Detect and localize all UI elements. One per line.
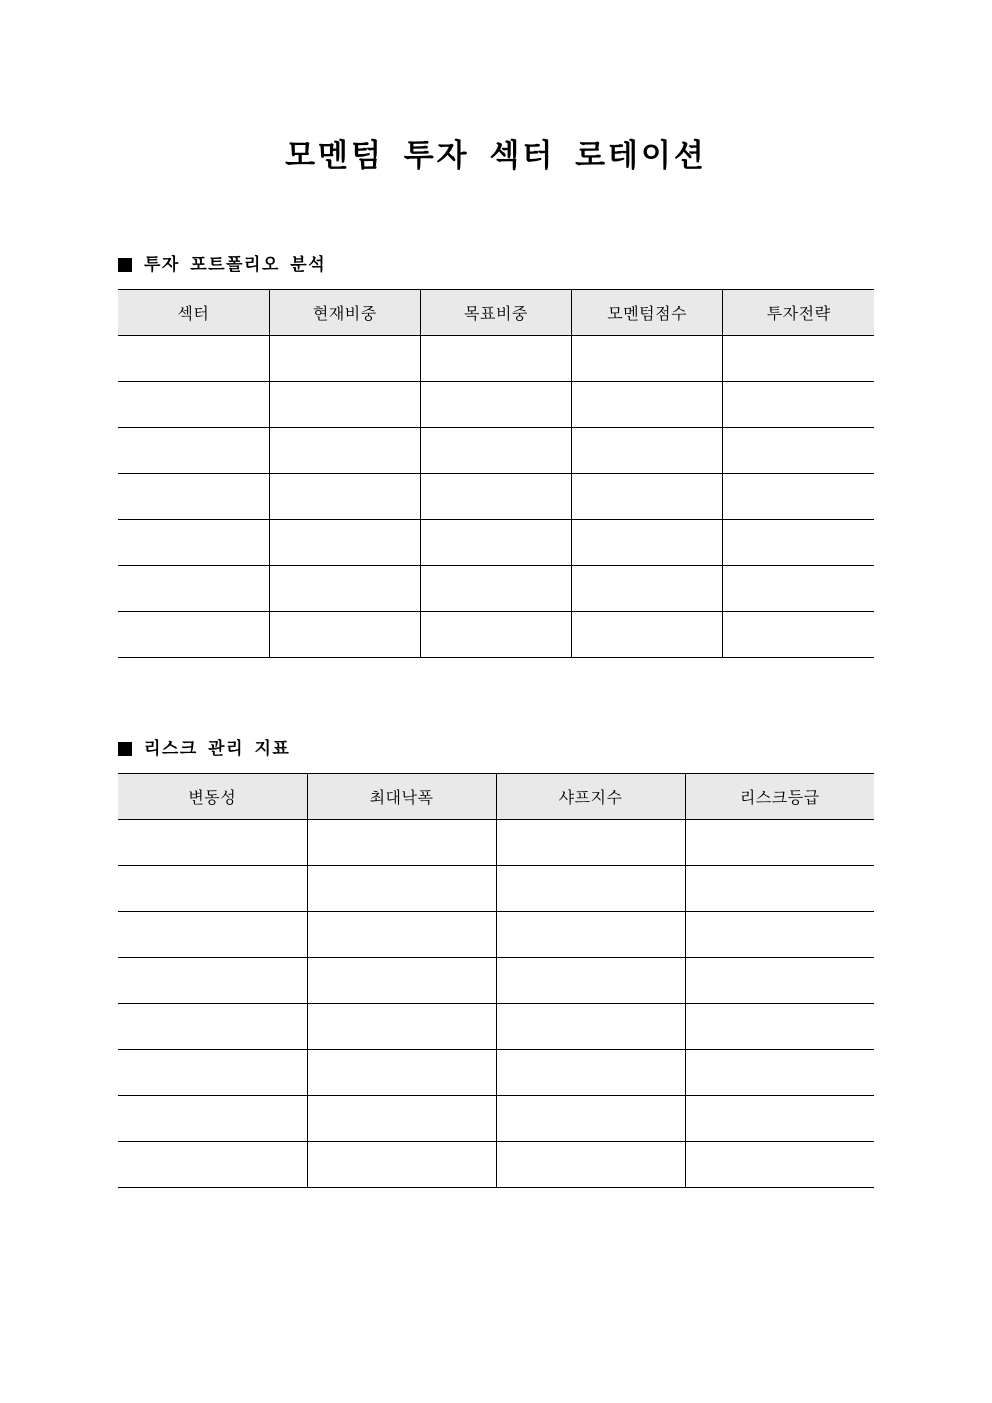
- table-cell[interactable]: [496, 1004, 685, 1050]
- table-cell[interactable]: [723, 566, 874, 612]
- table-cell[interactable]: [685, 820, 874, 866]
- table-row: [118, 1004, 874, 1050]
- square-bullet-icon: [118, 742, 132, 756]
- table-cell[interactable]: [420, 336, 571, 382]
- table-row: [118, 1096, 874, 1142]
- table-header-row: [118, 774, 874, 820]
- table-cell[interactable]: [572, 336, 723, 382]
- table-cell[interactable]: [307, 1142, 496, 1188]
- page-title: 모멘텀 투자 섹터 로테이션: [285, 138, 707, 174]
- table-row: [118, 382, 874, 428]
- table-cell[interactable]: [269, 474, 420, 520]
- square-bullet-icon: [118, 258, 132, 272]
- table-cell[interactable]: [118, 612, 269, 658]
- table-cell[interactable]: [118, 820, 307, 866]
- table-cell[interactable]: [118, 958, 307, 1004]
- portfolio-section-heading: [118, 253, 326, 277]
- table-cell[interactable]: [307, 820, 496, 866]
- table-cell[interactable]: [307, 912, 496, 958]
- table-cell[interactable]: [723, 382, 874, 428]
- table-cell[interactable]: [572, 474, 723, 520]
- table-cell[interactable]: [269, 612, 420, 658]
- table-cell[interactable]: [420, 612, 571, 658]
- table-cell[interactable]: [118, 428, 269, 474]
- table-cell[interactable]: [118, 382, 269, 428]
- column-header: 목표비중: [420, 290, 571, 336]
- table-cell[interactable]: [269, 336, 420, 382]
- table-cell[interactable]: [685, 1004, 874, 1050]
- table-cell[interactable]: [496, 866, 685, 912]
- table-row: [118, 1142, 874, 1188]
- table-cell[interactable]: [685, 1050, 874, 1096]
- column-header: 현재비중: [269, 290, 420, 336]
- table-row: [118, 866, 874, 912]
- table-cell[interactable]: [723, 612, 874, 658]
- table-row: [118, 566, 874, 612]
- table-cell[interactable]: [420, 382, 571, 428]
- table-cell[interactable]: [118, 1050, 307, 1096]
- table-cell[interactable]: [118, 336, 269, 382]
- table-cell[interactable]: [572, 520, 723, 566]
- table-cell[interactable]: [307, 866, 496, 912]
- risk-section-title: 리스크 관리 지표: [144, 739, 291, 759]
- table-row: [118, 520, 874, 566]
- table-cell[interactable]: [723, 336, 874, 382]
- table-cell[interactable]: [496, 820, 685, 866]
- table-cell[interactable]: [723, 474, 874, 520]
- portfolio-section-title: 투자 포트폴리오 분석: [144, 255, 327, 275]
- table-cell[interactable]: [118, 912, 307, 958]
- table-cell[interactable]: [572, 382, 723, 428]
- table-cell[interactable]: [420, 474, 571, 520]
- column-header: 변동성: [118, 774, 307, 820]
- table-cell[interactable]: [496, 1096, 685, 1142]
- column-header: 투자전략: [723, 290, 874, 336]
- table-cell[interactable]: [307, 958, 496, 1004]
- table-cell[interactable]: [723, 520, 874, 566]
- table-cell[interactable]: [685, 866, 874, 912]
- table-cell[interactable]: [496, 1142, 685, 1188]
- risk-section-heading: [118, 737, 290, 761]
- table-cell[interactable]: [723, 428, 874, 474]
- table-row: [118, 958, 874, 1004]
- column-header: 리스크등급: [685, 774, 874, 820]
- table-cell[interactable]: [572, 566, 723, 612]
- table-cell[interactable]: [572, 428, 723, 474]
- table-cell[interactable]: [118, 1004, 307, 1050]
- table-cell[interactable]: [685, 1142, 874, 1188]
- table-cell[interactable]: [269, 428, 420, 474]
- table-cell[interactable]: [685, 958, 874, 1004]
- column-header: 모멘텀점수: [572, 290, 723, 336]
- table-cell[interactable]: [307, 1050, 496, 1096]
- table-row: [118, 1050, 874, 1096]
- table-cell[interactable]: [420, 428, 571, 474]
- column-header: 샤프지수: [496, 774, 685, 820]
- table-cell[interactable]: [118, 1096, 307, 1142]
- table-cell[interactable]: [420, 566, 571, 612]
- table-cell[interactable]: [307, 1096, 496, 1142]
- table-row: [118, 474, 874, 520]
- portfolio-analysis-table: [118, 289, 874, 658]
- column-header: 최대낙폭: [307, 774, 496, 820]
- table-cell[interactable]: [269, 382, 420, 428]
- table-cell[interactable]: [118, 474, 269, 520]
- table-row: [118, 912, 874, 958]
- table-cell[interactable]: [496, 958, 685, 1004]
- table-cell[interactable]: [307, 1004, 496, 1050]
- table-cell[interactable]: [118, 566, 269, 612]
- table-cell[interactable]: [118, 866, 307, 912]
- table-cell[interactable]: [420, 520, 571, 566]
- table-cell[interactable]: [685, 912, 874, 958]
- table-cell[interactable]: [572, 612, 723, 658]
- table-row: [118, 428, 874, 474]
- table-cell[interactable]: [269, 520, 420, 566]
- table-cell[interactable]: [118, 520, 269, 566]
- table-row: [118, 336, 874, 382]
- table-row: [118, 612, 874, 658]
- table-row: [118, 820, 874, 866]
- table-cell[interactable]: [118, 1142, 307, 1188]
- table-cell[interactable]: [496, 1050, 685, 1096]
- table-header-row: [118, 290, 874, 336]
- risk-indicators-table: [118, 773, 874, 1188]
- table-cell[interactable]: [685, 1096, 874, 1142]
- table-cell[interactable]: [269, 566, 420, 612]
- table-cell[interactable]: [496, 912, 685, 958]
- column-header: 섹터: [118, 290, 269, 336]
